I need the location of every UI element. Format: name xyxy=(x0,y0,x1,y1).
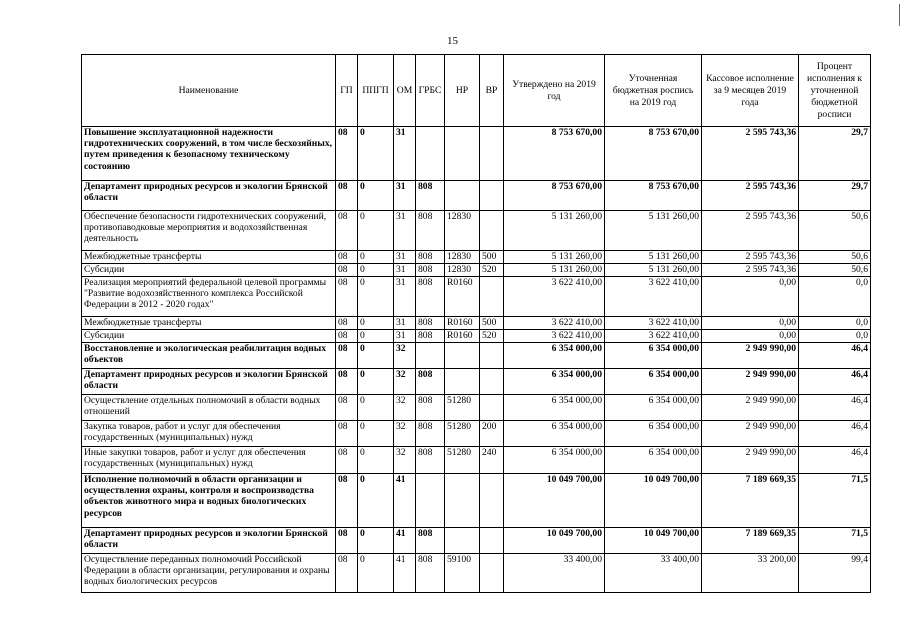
cell-om: 32 xyxy=(394,395,416,421)
cell-vr xyxy=(480,211,504,251)
cell-gp: 08 xyxy=(336,251,358,264)
cell-percent: 50,6 xyxy=(799,211,871,251)
cell-gp: 08 xyxy=(336,264,358,277)
cell-percent: 0,0 xyxy=(799,277,871,317)
table-row xyxy=(82,369,871,395)
cell-refined: 33 400,00 xyxy=(605,554,702,593)
cell-vr: 500 xyxy=(480,317,504,330)
header-ppgp: ППГП xyxy=(358,55,394,127)
cell-grbs xyxy=(416,343,445,369)
cell-grbs: 808 xyxy=(416,447,445,474)
cell-vr xyxy=(480,528,504,554)
cell-np: 12830 xyxy=(445,211,480,251)
table-row xyxy=(82,251,871,264)
cell-name: Департамент природных ресурсов и экологии Брянской области xyxy=(82,369,336,395)
cell-refined: 8 753 670,00 xyxy=(605,181,702,211)
cell-om: 31 xyxy=(394,127,416,181)
cell-approved: 6 354 000,00 xyxy=(504,369,605,395)
cell-ppgp: 0 xyxy=(358,264,394,277)
cell-percent: 99,4 xyxy=(799,554,871,593)
cell-om: 32 xyxy=(394,421,416,447)
cell-percent: 29,7 xyxy=(799,181,871,211)
cell-om: 32 xyxy=(394,343,416,369)
cell-ppgp: 0 xyxy=(358,127,394,181)
cell-gp: 08 xyxy=(336,474,358,528)
cell-gp: 08 xyxy=(336,127,358,181)
cell-vr xyxy=(480,554,504,593)
cell-ppgp: 0 xyxy=(358,554,394,593)
cell-percent: 71,5 xyxy=(799,474,871,528)
cell-approved: 6 354 000,00 xyxy=(504,343,605,369)
cell-np xyxy=(445,528,480,554)
cell-np: 12830 xyxy=(445,251,480,264)
table-row xyxy=(82,343,871,369)
cell-om: 31 xyxy=(394,317,416,330)
cell-vr xyxy=(480,277,504,317)
budget-table xyxy=(81,54,871,593)
cell-ppgp: 0 xyxy=(358,395,394,421)
cell-cash: 2 949 990,00 xyxy=(702,421,799,447)
table-row xyxy=(82,264,871,277)
cell-om: 31 xyxy=(394,251,416,264)
cell-vr: 520 xyxy=(480,264,504,277)
table-row xyxy=(82,211,871,251)
cell-vr: 240 xyxy=(480,447,504,474)
cell-refined: 10 049 700,00 xyxy=(605,474,702,528)
cell-vr xyxy=(480,127,504,181)
cell-gp: 08 xyxy=(336,277,358,317)
cell-name: Межбюджетные трансферты xyxy=(82,251,336,264)
cell-approved: 6 354 000,00 xyxy=(504,395,605,421)
cell-gp: 08 xyxy=(336,369,358,395)
cell-approved: 3 622 410,00 xyxy=(504,330,605,343)
cell-om: 32 xyxy=(394,447,416,474)
cell-percent: 71,5 xyxy=(799,528,871,554)
cell-refined: 6 354 000,00 xyxy=(605,421,702,447)
table-row xyxy=(82,474,871,528)
cell-percent: 46,4 xyxy=(799,343,871,369)
header-approved: Утверждено на 2019 год xyxy=(504,55,605,127)
cell-gp: 08 xyxy=(336,554,358,593)
cell-ppgp: 0 xyxy=(358,330,394,343)
cell-gp: 08 xyxy=(336,181,358,211)
cell-om: 31 xyxy=(394,211,416,251)
cell-vr xyxy=(480,474,504,528)
cell-approved: 33 400,00 xyxy=(504,554,605,593)
cell-grbs: 808 xyxy=(416,330,445,343)
cell-grbs: 808 xyxy=(416,395,445,421)
cell-grbs: 808 xyxy=(416,181,445,211)
cell-vr xyxy=(480,181,504,211)
header-name: Наименование xyxy=(82,55,336,127)
cell-om: 41 xyxy=(394,528,416,554)
cell-name: Закупка товаров, работ и услуг для обеспечения государственных (муниципальных) нужд xyxy=(82,421,336,447)
cell-grbs: 808 xyxy=(416,317,445,330)
cell-name: Осуществление отдельных полномочий в области водных отношений xyxy=(82,395,336,421)
cell-percent: 46,4 xyxy=(799,447,871,474)
cell-np xyxy=(445,369,480,395)
header-vr: ВР xyxy=(480,55,504,127)
cell-om: 31 xyxy=(394,181,416,211)
cell-om: 41 xyxy=(394,474,416,528)
table-row xyxy=(82,528,871,554)
cell-ppgp: 0 xyxy=(358,421,394,447)
table-row xyxy=(82,330,871,343)
cell-approved: 10 049 700,00 xyxy=(504,528,605,554)
cell-np xyxy=(445,474,480,528)
cell-np: 12830 xyxy=(445,264,480,277)
cell-vr xyxy=(480,369,504,395)
cell-refined: 3 622 410,00 xyxy=(605,330,702,343)
cell-ppgp: 0 xyxy=(358,181,394,211)
cell-cash: 2 949 990,00 xyxy=(702,343,799,369)
cell-cash: 33 200,00 xyxy=(702,554,799,593)
cell-ppgp: 0 xyxy=(358,211,394,251)
cell-cash: 7 189 669,35 xyxy=(702,474,799,528)
cell-cash: 0,00 xyxy=(702,277,799,317)
cell-np xyxy=(445,127,480,181)
cell-refined: 6 354 000,00 xyxy=(605,369,702,395)
header-gp: ГП xyxy=(336,55,358,127)
cell-om: 41 xyxy=(394,554,416,593)
cell-name: Межбюджетные трансферты xyxy=(82,317,336,330)
cell-ppgp: 0 xyxy=(358,528,394,554)
cell-cash: 7 189 669,35 xyxy=(702,528,799,554)
table-row xyxy=(82,421,871,447)
cell-ppgp: 0 xyxy=(358,343,394,369)
cell-refined: 6 354 000,00 xyxy=(605,343,702,369)
cell-om: 32 xyxy=(394,369,416,395)
cell-ppgp: 0 xyxy=(358,474,394,528)
cell-om: 31 xyxy=(394,330,416,343)
cell-name: Субсидии xyxy=(82,330,336,343)
cell-approved: 6 354 000,00 xyxy=(504,421,605,447)
cell-cash: 2 595 743,36 xyxy=(702,211,799,251)
cell-name: Обеспечение безопасности гидротехнических сооружений, противопаводковые мероприятия и водохозяйственная деятельность xyxy=(82,211,336,251)
cell-percent: 29,7 xyxy=(799,127,871,181)
cell-np xyxy=(445,343,480,369)
cell-name: Исполнение полномочий в области организации и осуществления охраны, контроля и воспроизводства объектов животного мира и водных биологических ресурсов xyxy=(82,474,336,528)
cell-vr: 500 xyxy=(480,251,504,264)
page-number: 15 xyxy=(447,35,458,47)
cell-gp: 08 xyxy=(336,528,358,554)
cell-grbs: 808 xyxy=(416,421,445,447)
cell-gp: 08 xyxy=(336,330,358,343)
cell-percent: 50,6 xyxy=(799,251,871,264)
cell-np: R0160 xyxy=(445,317,480,330)
cell-percent: 46,4 xyxy=(799,421,871,447)
cell-refined: 3 622 410,00 xyxy=(605,317,702,330)
cell-refined: 6 354 000,00 xyxy=(605,447,702,474)
cell-refined: 5 131 260,00 xyxy=(605,251,702,264)
cell-np: 51280 xyxy=(445,395,480,421)
cell-gp: 08 xyxy=(336,343,358,369)
cell-np: R0160 xyxy=(445,277,480,317)
cell-gp: 08 xyxy=(336,211,358,251)
edge-mark xyxy=(899,4,900,26)
table-row xyxy=(82,277,871,317)
cell-refined: 5 131 260,00 xyxy=(605,211,702,251)
header-np: НР xyxy=(445,55,480,127)
cell-name: Восстановление и экологическая реабилитация водных объектов xyxy=(82,343,336,369)
cell-approved: 5 131 260,00 xyxy=(504,211,605,251)
cell-grbs xyxy=(416,474,445,528)
cell-grbs: 808 xyxy=(416,277,445,317)
table-row xyxy=(82,554,871,593)
cell-approved: 5 131 260,00 xyxy=(504,264,605,277)
cell-percent: 50,6 xyxy=(799,264,871,277)
cell-approved: 8 753 670,00 xyxy=(504,181,605,211)
cell-vr: 520 xyxy=(480,330,504,343)
cell-approved: 6 354 000,00 xyxy=(504,447,605,474)
cell-approved: 8 753 670,00 xyxy=(504,127,605,181)
cell-grbs: 808 xyxy=(416,264,445,277)
cell-cash: 2 949 990,00 xyxy=(702,447,799,474)
cell-cash: 2 949 990,00 xyxy=(702,369,799,395)
table-row xyxy=(82,395,871,421)
cell-ppgp: 0 xyxy=(358,277,394,317)
cell-percent: 0,0 xyxy=(799,330,871,343)
table-row xyxy=(82,181,871,211)
cell-refined: 8 753 670,00 xyxy=(605,127,702,181)
cell-cash: 2 595 743,36 xyxy=(702,251,799,264)
cell-grbs: 808 xyxy=(416,251,445,264)
cell-percent: 0,0 xyxy=(799,317,871,330)
cell-refined: 5 131 260,00 xyxy=(605,264,702,277)
cell-approved: 5 131 260,00 xyxy=(504,251,605,264)
cell-name: Департамент природных ресурсов и экологии Брянской области xyxy=(82,528,336,554)
cell-np: 51280 xyxy=(445,447,480,474)
cell-ppgp: 0 xyxy=(358,251,394,264)
cell-grbs: 808 xyxy=(416,211,445,251)
cell-np: R0160 xyxy=(445,330,480,343)
cell-np: 59100 xyxy=(445,554,480,593)
cell-percent: 46,4 xyxy=(799,395,871,421)
cell-name: Субсидии xyxy=(82,264,336,277)
cell-cash: 2 595 743,36 xyxy=(702,181,799,211)
header-refined: Уточненная бюджетная роспись на 2019 год xyxy=(605,55,702,127)
cell-grbs: 808 xyxy=(416,528,445,554)
cell-grbs xyxy=(416,127,445,181)
cell-grbs: 808 xyxy=(416,554,445,593)
cell-ppgp: 0 xyxy=(358,447,394,474)
cell-name: Реализация мероприятий федеральной целевой программы "Развитие водохозяйственного комплекса Российской Федерации в 2012 - 2020 годах" xyxy=(82,277,336,317)
cell-refined: 10 049 700,00 xyxy=(605,528,702,554)
cell-approved: 10 049 700,00 xyxy=(504,474,605,528)
cell-np xyxy=(445,181,480,211)
cell-cash: 0,00 xyxy=(702,330,799,343)
table-row xyxy=(82,127,871,181)
cell-approved: 3 622 410,00 xyxy=(504,277,605,317)
cell-approved: 3 622 410,00 xyxy=(504,317,605,330)
cell-cash: 2 595 743,36 xyxy=(702,264,799,277)
cell-cash: 0,00 xyxy=(702,317,799,330)
cell-cash: 2 949 990,00 xyxy=(702,395,799,421)
cell-percent: 46,4 xyxy=(799,369,871,395)
cell-ppgp: 0 xyxy=(358,369,394,395)
cell-name: Департамент природных ресурсов и экологии Брянской области xyxy=(82,181,336,211)
cell-om: 31 xyxy=(394,264,416,277)
cell-vr: 200 xyxy=(480,421,504,447)
header-grbs: ГРБС xyxy=(416,55,445,127)
cell-om: 31 xyxy=(394,277,416,317)
header-cash: Кассовое исполнение за 9 месяцев 2019 года xyxy=(702,55,799,127)
cell-gp: 08 xyxy=(336,421,358,447)
header-om: ОМ xyxy=(394,55,416,127)
cell-name: Осуществление переданных полномочий Российской Федерации в области организации, регулирования и охраны водных биологических ресурсов xyxy=(82,554,336,593)
cell-cash: 2 595 743,36 xyxy=(702,127,799,181)
cell-gp: 08 xyxy=(336,317,358,330)
table-row xyxy=(82,317,871,330)
cell-np: 51280 xyxy=(445,421,480,447)
cell-refined: 3 622 410,00 xyxy=(605,277,702,317)
cell-name: Повышение эксплуатационной надежности гидротехнических сооружений, в том числе бесхозяйных, путем приведения к безопасному техническому состоянию xyxy=(82,127,336,181)
cell-name: Иные закупки товаров, работ и услуг для обеспечения государственных (муниципальных) нужд xyxy=(82,447,336,474)
cell-ppgp: 0 xyxy=(358,317,394,330)
cell-gp: 08 xyxy=(336,395,358,421)
header-percent: Процент исполнения к уточненной бюджетной росписи xyxy=(799,55,871,127)
cell-vr xyxy=(480,343,504,369)
cell-vr xyxy=(480,395,504,421)
cell-refined: 6 354 000,00 xyxy=(605,395,702,421)
cell-gp: 08 xyxy=(336,447,358,474)
table-row xyxy=(82,447,871,474)
header-row xyxy=(82,55,871,127)
cell-grbs: 808 xyxy=(416,369,445,395)
